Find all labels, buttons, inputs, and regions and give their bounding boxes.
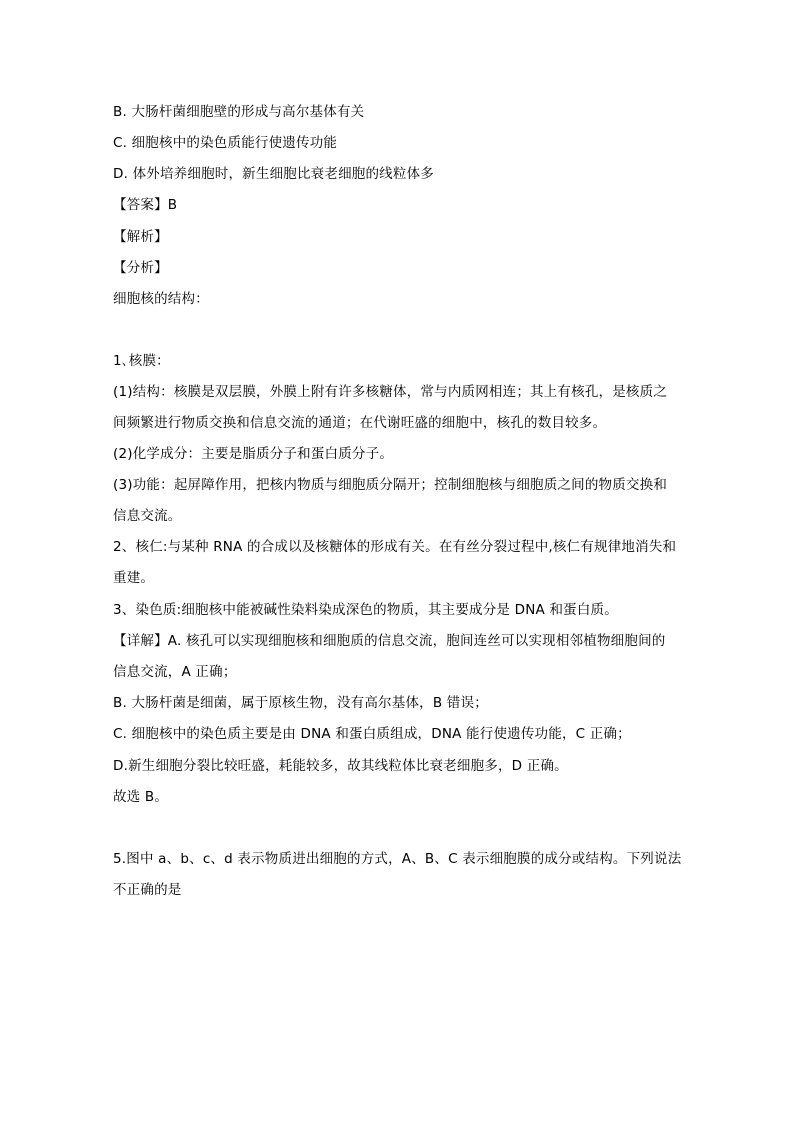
nucleus-structure-heading: 细胞核的结构：	[113, 291, 209, 307]
option-c-line: C. 细胞核中的染色质能行使遗传功能	[113, 135, 338, 151]
conclusion-line: 故选 B。	[113, 789, 169, 805]
analysis-heading: 【解析】	[113, 229, 168, 245]
membrane-composition-line: (2)化学成分：主要是脂质分子和蛋白质分子。	[113, 446, 394, 462]
chromatin-line: 3、染色质:细胞核中能被碱性染料染成深色的物质，其主要成分是 DNA 和蛋白质。	[113, 602, 618, 618]
detail-c-line: C. 细胞核中的染色质主要是由 DNA 和蛋白质组成，DNA 能行使遗传功能，C 正确；	[113, 726, 631, 742]
breakdown-heading: 【分析】	[113, 260, 168, 276]
membrane-function-line-2: 信息交流。	[113, 508, 182, 524]
membrane-function-line-1: (3)功能：起屏障作用，把核内物质与细胞质分隔开；控制细胞核与细胞质之间的物质交换和	[113, 477, 668, 493]
answer-line: 【答案】B	[113, 197, 178, 213]
nucleolus-line-2: 重建。	[113, 570, 155, 586]
nuclear-membrane-heading: 1､核膜：	[113, 353, 170, 369]
nucleolus-line-1: 2、核仁:与某种 RNA 的合成以及核糖体的形成有关。在有丝分裂过程中,核仁有规律地消失和	[113, 539, 677, 555]
option-d-line: D. 体外培养细胞时，新生细胞比衰老细胞的线粒体多	[113, 166, 434, 182]
detail-line-1: 【详解】A. 核孔可以实现细胞核和细胞质的信息交流，胞间连丝可以实现相邻植物细胞间的	[113, 633, 666, 649]
detail-d-line: D.新生细胞分裂比较旺盛，耗能较多，故其线粒体比衰老细胞多，D 正确。	[113, 758, 568, 774]
membrane-structure-line-2: 间频繁进行物质交换和信息交流的通道；在代谢旺盛的细胞中，核孔的数目较多。	[113, 415, 607, 431]
question-5-line-1: 5.图中 a、b、c、d 表示物质进出细胞的方式，A、B、C 表示细胞膜的成分或结构。下列说法	[113, 851, 682, 867]
membrane-structure-line-1: (1)结构：核膜是双层膜，外膜上附有许多核糖体，常与内质网相连；其上有核孔，是核质之	[113, 384, 668, 400]
option-b-line: B. 大肠杆菌细胞壁的形成与高尔基体有关	[113, 104, 365, 120]
detail-b-line: B. 大肠杆菌是细菌，属于原核生物，没有高尔基体，B 错误；	[113, 695, 488, 711]
question-5-line-2: 不正确的是	[113, 882, 182, 898]
detail-line-2: 信息交流，A 正确；	[113, 664, 237, 680]
